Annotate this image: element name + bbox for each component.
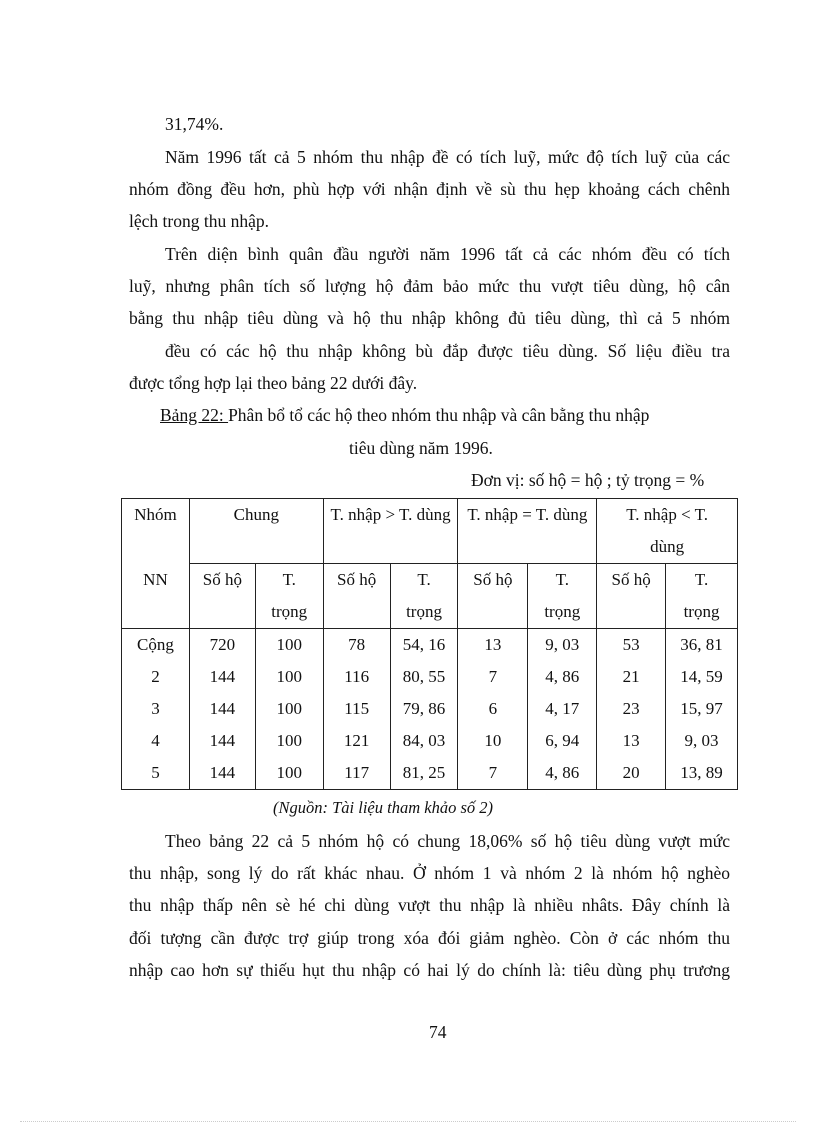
caption-title-line2: tiêu dùng năm 1996. <box>349 438 493 458</box>
text-line: đều có các hộ thu nhập không bù đắp được tiêu dùng. Số liệu điều tra <box>165 341 730 361</box>
subheader-pct-l2: trọng <box>406 602 442 621</box>
table-row <box>122 757 738 790</box>
cell: 54, 16 <box>390 629 458 662</box>
cell: 144 <box>189 693 255 725</box>
table-row <box>122 693 738 725</box>
cell: 15, 97 <box>666 693 738 725</box>
cell: 79, 86 <box>390 693 458 725</box>
cell: 84, 03 <box>390 725 458 757</box>
cell: 14, 59 <box>666 661 738 693</box>
header-less-line2: dùng <box>650 537 685 556</box>
cell: 36, 81 <box>666 629 738 662</box>
header-more: T. nhập > T. dùng <box>323 499 458 564</box>
table-row <box>122 661 738 693</box>
cell: 78 <box>323 629 390 662</box>
text-line: lệch trong thu nhập. <box>129 211 269 231</box>
text-line: Trên diện bình quân đầu người năm 1996 tất cả các nhóm đều có tích <box>165 244 730 264</box>
cell: 23 <box>597 693 666 725</box>
cell: 4, 86 <box>528 661 597 693</box>
text-line: đối tượng cần được trợ giúp trong xóa đói giảm nghèo. Còn ở các nhóm thu <box>129 928 730 948</box>
cell: 144 <box>189 725 255 757</box>
text-line: bằng thu nhập tiêu dùng và hộ thu nhập không đủ tiêu dùng, thì cả 5 nhóm <box>129 308 730 328</box>
page-edge-divider <box>20 1121 796 1122</box>
cell: 6 <box>458 693 528 725</box>
cell: 4, 17 <box>528 693 597 725</box>
cell: 4 <box>122 725 190 757</box>
cell: 4, 86 <box>528 757 597 790</box>
text-line: thu nhập, song lý do rất khác nhau. Ở nhóm 1 và nhóm 2 là nhóm hộ nghèo <box>129 863 730 883</box>
subheader-pct-l1: T. <box>417 570 431 589</box>
cell: 81, 25 <box>390 757 458 790</box>
cell: 7 <box>458 757 528 790</box>
cell: 3 <box>122 693 190 725</box>
subheader-pct-l1: T. <box>282 570 296 589</box>
text-line: nhóm đồng đều hơn, phù hợp với nhận định về sù thu hẹp khoảng cách chênh <box>129 179 730 199</box>
cell: 13, 89 <box>666 757 738 790</box>
cell: 9, 03 <box>666 725 738 757</box>
text-line: luỹ, nhưng phân tích số lượng hộ đảm bảo mức thu vượt tiêu dùng, hộ cân <box>129 276 730 296</box>
cell: 720 <box>189 629 255 662</box>
cell: 6, 94 <box>528 725 597 757</box>
text-line: Năm 1996 tất cả 5 nhóm thu nhập đề có tích luỹ, mức độ tích luỹ của các <box>165 147 730 167</box>
text-line: nhập cao hơn sự thiếu hụt thu nhập có hai lý do chính là: tiêu dùng phụ trương <box>129 960 730 980</box>
cell: 13 <box>597 725 666 757</box>
cell: 144 <box>189 661 255 693</box>
subheader-count: Số hộ <box>323 564 390 629</box>
header-group-cell: Nhóm <box>122 499 190 564</box>
table-row <box>122 629 738 662</box>
header-chung: Chung <box>189 499 323 564</box>
cell: 100 <box>255 629 323 662</box>
cell: 115 <box>323 693 390 725</box>
subheader-count: Số hộ <box>597 564 666 629</box>
caption-title: Phân bổ tổ các hộ theo nhóm thu nhập và cân bằng thu nhập <box>228 405 650 425</box>
cell: 10 <box>458 725 528 757</box>
unit-note: Đơn vị: số hộ = hộ ; tỷ trọng = % <box>471 470 705 490</box>
text-line: thu nhập thấp nên sè hé chi dùng vượt thu nhập là nhiều nhâts. Đây chính là <box>129 895 730 915</box>
subheader-pct <box>255 564 323 629</box>
header-less-line1: T. nhập < T. <box>626 505 709 524</box>
subheader-pct <box>528 564 597 629</box>
table-row <box>122 725 738 757</box>
cell: 100 <box>255 661 323 693</box>
text-line: được tổng hợp lại theo bảng 22 dưới đây. <box>129 373 418 393</box>
cell: 13 <box>458 629 528 662</box>
source-note: (Nguồn: Tài liệu tham khảo số 2) <box>273 798 493 817</box>
subheader-pct-l2: trọng <box>544 602 581 621</box>
subheader-pct-l1: T. <box>694 570 709 589</box>
table-caption <box>160 404 649 426</box>
cell: 20 <box>597 757 666 790</box>
subheader-count: Số hộ <box>458 564 528 629</box>
subheader-pct-l2: trọng <box>271 602 308 621</box>
subheader-pct-l2: trọng <box>683 602 720 621</box>
cell: Cộng <box>122 629 190 662</box>
page-number: 74 <box>429 1022 447 1042</box>
header-nn-cell: NN <box>122 564 190 629</box>
cell: 117 <box>323 757 390 790</box>
cell: 100 <box>255 693 323 725</box>
cell: 80, 55 <box>390 661 458 693</box>
data-table <box>121 498 738 790</box>
cell: 7 <box>458 661 528 693</box>
cell: 121 <box>323 725 390 757</box>
cell: 21 <box>597 661 666 693</box>
cell: 2 <box>122 661 190 693</box>
subheader-pct-l1: T. <box>555 570 569 589</box>
cell: 100 <box>255 757 323 790</box>
cell: 116 <box>323 661 390 693</box>
cell: 5 <box>122 757 190 790</box>
table-header-row <box>122 499 738 564</box>
subheader-pct <box>666 564 738 629</box>
cell: 53 <box>597 629 666 662</box>
cell: 100 <box>255 725 323 757</box>
header-equal: T. nhập = T. dùng <box>458 499 597 564</box>
cell: 144 <box>189 757 255 790</box>
caption-label: Bảng 22: <box>160 405 229 425</box>
cell: 9, 03 <box>528 629 597 662</box>
subheader-pct <box>390 564 458 629</box>
header-less <box>597 499 738 564</box>
text-line: Theo bảng 22 cả 5 nhóm hộ có chung 18,06% số hộ tiêu dùng vượt mức <box>165 831 730 851</box>
text-line: 31,74%. <box>165 114 224 134</box>
table-subheader-row <box>122 564 738 629</box>
subheader-count: Số hộ <box>189 564 255 629</box>
